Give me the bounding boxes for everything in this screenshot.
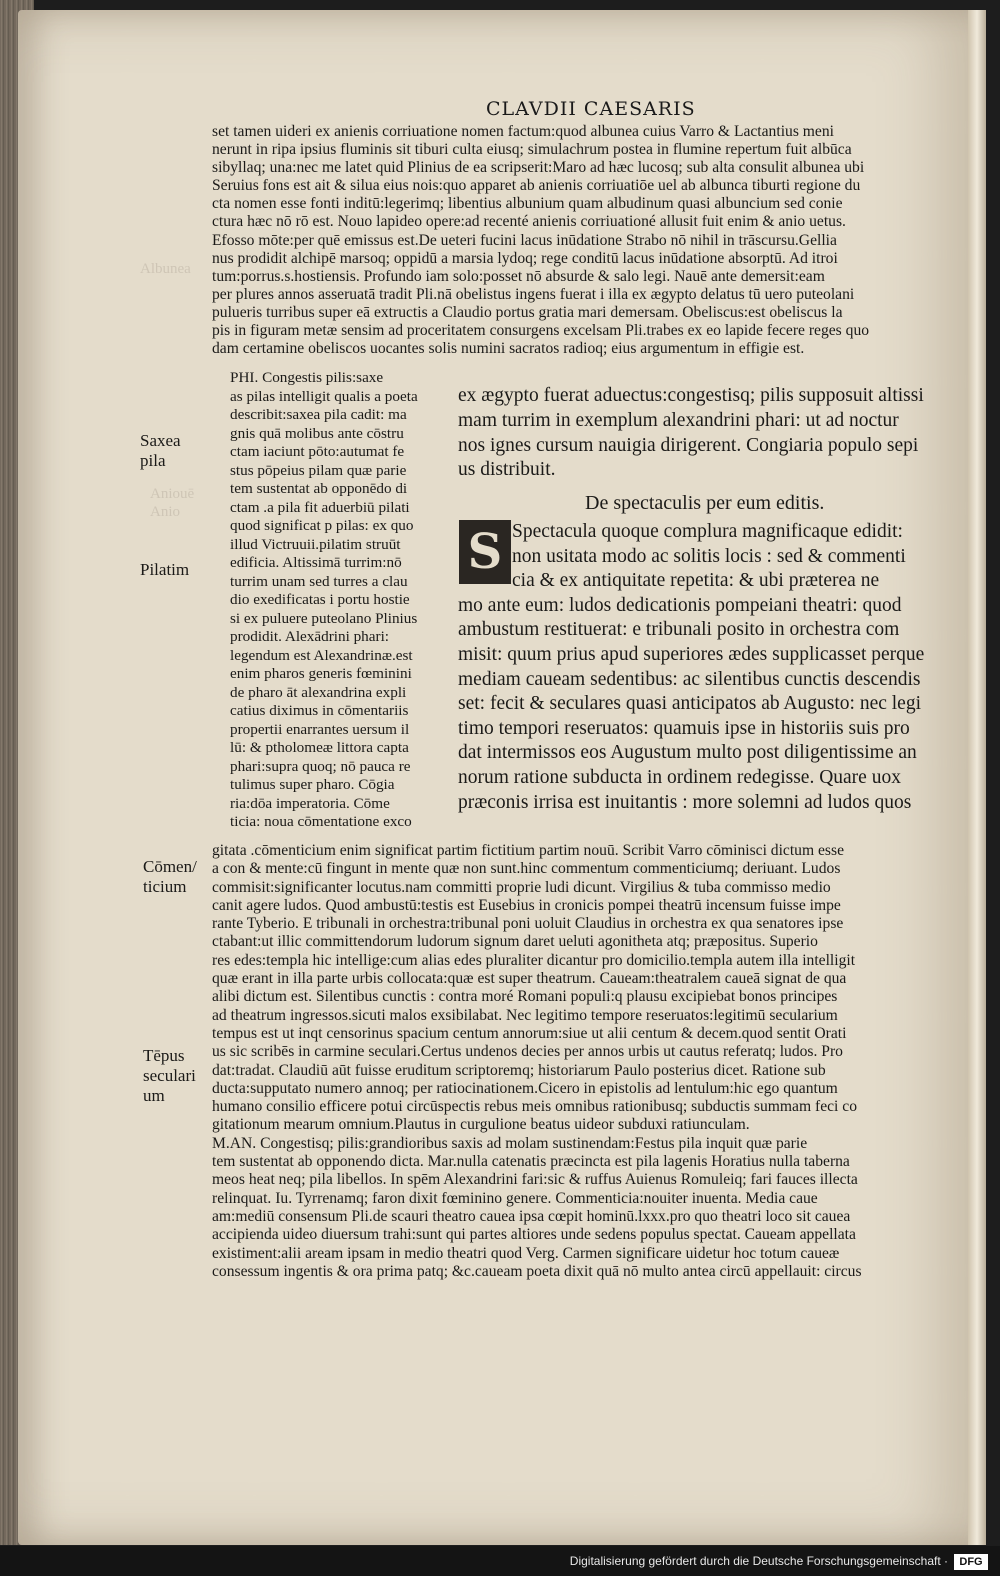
show-through-text: Albunea (140, 261, 191, 277)
text-line: quod significat p pilas: ex quo (230, 517, 414, 534)
text-line: tem sustentat ab opponēdo di (230, 480, 408, 497)
text-line: ria:dōa imperatoria. Cōme (230, 794, 390, 812)
text-line: ambustum restituerat: e tribunali posito in orchestra com (458, 619, 900, 641)
margin-note-saxea: Saxea pila (140, 431, 181, 470)
text-line: legendum est Alexandrinæ.est (230, 646, 413, 664)
text-line: relinquat. Iu. Tyrrenamq; faron dixit fœminino genere. Commenticia:nouiter inuenta. Media caue (212, 1189, 818, 1207)
text-line: Seruius fons est ait & silua eius nois:quo apparet ab anienis corriuatiōe uel ab albunca tiburti regione du (212, 177, 861, 195)
main-text-body (458, 520, 964, 815)
text-line: a con & mente:cū fingunt in mente quæ non sunt.hinc commentum commenticiumq; deriuant. Ludos (212, 860, 841, 878)
text-line: propertii enarrantes uersum il (230, 720, 410, 738)
text-line: existiment:alii aream ipsam in medio theatri quod Verg. Carmen significare uidetur hoc totum caueæ (212, 1244, 840, 1262)
text-line: ctabant:ut illic committendorum ludorum signum daret ueluti agonitheta atq; præpositus. Superio (212, 933, 818, 951)
text-line: am:mediū consensum Pli.de scauri theatro cauea ipsa cœpit hominū.lxxx.pro quo theatri loco sit cauea (212, 1207, 851, 1225)
text-line: per plures annos asseruatā tradit Pli.nā obelistus ingens fuerat i illa ex ægypto delatus tū uero puteolani (212, 285, 855, 303)
text-line: rante Tyberio. E tribunali in orchestra:tribunal poni uoluit Claudius in orchestra ex qua senatores ipse (212, 915, 844, 933)
text-line: ex ægypto fuerat aduectus:congestisq; pilis supposuit altissi (458, 385, 924, 406)
main-text-top (458, 384, 964, 483)
dfg-logo: DFG (954, 1554, 988, 1570)
text-line: prodidit. Alexādrini phari: (230, 628, 390, 645)
text-line: præconis irrisa est inuitantis : more solemni ad ludos quos (458, 791, 912, 813)
text-line: catius diximus in cōmentariis (230, 702, 409, 719)
text-line: de pharo āt alexandrina expli (230, 683, 407, 701)
text-line: ctura hæc nō rō est. Nouo lapideo opere:ad recenté anienis corriuationé allusit fuit enim & anio uetus. (212, 213, 846, 231)
text-line: si ex puluere puteolano Plinius (230, 609, 418, 627)
text-line: gnis quā molibus ante cōstru (230, 424, 404, 442)
text-line: alibi dictum est. Silentibus cunctis : contra moré Romani populi:q plausu excipiebat bonos principes (212, 988, 838, 1006)
text-line: dat:tradat. Claudiū aūt fuisse eruditum scriptoremq; historiarum Paulo posterius dicet. Ratione sub (212, 1061, 826, 1079)
initial-letter: S (467, 524, 503, 580)
commentary-bottom (212, 842, 966, 1281)
text-line: commisit:significanter locutus.nam committi proprie ludi dicunt. Virgilius & tuba commisso medio (212, 878, 831, 896)
text-line: nus prodidit alchipē marsoq; oppidū a marsia lydoq; rege conditū lacus inūdatione absorptū. Ad itroi (212, 249, 838, 267)
text-line: canit agere ludos. Quod ambustū:testis est Eusebius in cronicis pompei theatrū incensum fuisse impe (212, 896, 841, 914)
text-line: lū: & ptholomeæ littora capta (230, 739, 409, 756)
text-line: stus pōpeius pilam quæ parie (230, 461, 407, 479)
text-line: timo tempori reseruatos: quamuis ipse in historiis suis pro (458, 717, 910, 739)
text-line: mam turrim in exemplum alexandrini phari: ut ad noctur (458, 409, 899, 431)
text-line: us sic scribēs in carmine seculari.Certus undenos decies per annos urbis ut cautus referatq; ludos. Pro (212, 1043, 843, 1061)
text-line: nerunt in ripa ipsius fluminis sit tiburi culta eiusq; simulachrum postea in flumine repertum fuit albūca (212, 141, 852, 159)
text-line: res edes:templa hic intellige:cum alias edes pluraliter dicantur pro domicilio.templa autem illa intelligit (212, 951, 856, 969)
page-gutter-fold (968, 10, 986, 1545)
text-line: pulueris turribus super eā extructis a Claudio portus gratia mari demersam. Obeliscus:est obeliscus la (212, 303, 843, 321)
text-line: mo ante eum: ludos dedicationis pompeiani theatri: quod (458, 594, 902, 616)
text-line: M.AN. Congestisq; pilis:grandioribus saxis ad molam sustinendam:Festus pila inquit quæ parie (212, 1134, 808, 1152)
text-line: pis in figuram metæ sensim ad proceritatem consurgens excelsam Pli.trabes ex eo lapide fecere reges quo (212, 322, 870, 340)
text-line: humano consilio efficere potui circūspectis rebus meis omnibus rationibusq; subductis summam feci co (212, 1098, 857, 1116)
text-line: sibyllaq; una:nec me latet quid Plinius de ea scripserit:Maro ad hæc lucosq; sub alta consulit albunea ubi (212, 159, 865, 177)
running-head: CLAVDII CAESARIS (486, 98, 696, 120)
text-line: ducta:supputato numero annoq; per ratiocinationem.Cicero in epistolis ad lentulum:hic ego quantum (212, 1079, 838, 1097)
text-line: Efosso mōte:per quē emissus est.De ueteri fucini lacus inūdatione Strabo nō nihil in trāscursu.Gellia (212, 231, 837, 249)
text-line: dam certamine obeliscos uocantes solis numini sacratos radioq; eius argumentum in effigie est. (212, 340, 805, 358)
text-line: ctam iaciunt pōto:autumat fe (230, 443, 405, 460)
text-line: PHI. Congestis pilis:saxe (230, 369, 384, 386)
text-line: norum ratione subducta in ordinem redegisse. Quare uox (458, 766, 901, 788)
funding-credit: Digitalisierung gefördert durch die Deutsche Forschungsgemeinschaft · (569, 1554, 948, 1568)
text-line: mediam caueam sedentibus: ac silentibus cunctis descendis (458, 668, 921, 690)
text-line: phari:supra quoq; nō pauca re (230, 757, 411, 775)
text-line: dio exedificatas i portu hostie (230, 591, 410, 608)
text-line: dat intermissos eos Augustum multo post diligentissime an (458, 742, 917, 764)
chapter-heading: De spectaculis per eum editis. (585, 492, 825, 514)
text-line: us distribuit. (458, 459, 556, 481)
text-line: as pilas intelligit qualis a poeta (230, 387, 418, 405)
text-line: Spectacula quoque complura magnificaque edidit: (512, 521, 903, 542)
text-line: cta nomen esse fonti inditū:legerimq; libentius albunium quam albudinum quasi albuncium sed conie (212, 195, 843, 213)
text-line: nos ignes cursum nauigia dirigerent. Congiaria populo sepi (458, 434, 919, 456)
margin-note-pilatim: Pilatim (140, 560, 190, 579)
text-line: cia & ex antiquitate repetita: & ubi præterea ne (512, 570, 880, 592)
text-line: gitationum mearum omnium.Plautus in curgulione beatus uideor subduxi ratiunculam. (212, 1116, 750, 1134)
text-line: tempus est ut inqt censorinus spacium centum annorum:siue ut alii centum & decem.quod sentit Orati (212, 1024, 847, 1042)
text-line: misit: quum prius apud superiores ædes supplicasset perque (458, 643, 925, 665)
text-line: enim pharos generis fœminini (230, 665, 412, 682)
text-line: set tamen uideri ex anienis corriuatione nomen factum:quod albunea cuius Varro & Lactantius meni (212, 123, 834, 140)
text-line: turrim unam sed turres a clau (230, 572, 408, 590)
text-line: tulimus super pharo. Cōgia (230, 776, 395, 793)
text-line: illud Victruuii.pilatim struūt (230, 535, 401, 553)
commentary-top (212, 123, 966, 358)
text-line: quæ erant in illa parte urbis collocata:quæ est super theatrum. Caueam:theatralem caueā signat de qua (212, 970, 847, 988)
text-line: describit:saxea pila cadit: ma (230, 406, 407, 423)
margin-note-commenticium: Cōmen/ ticium (143, 857, 197, 896)
text-line: accipienda uideo diuersum trahi:sunt qui partes altiores unde sedens populus spectat. Caueam appellata (212, 1226, 856, 1244)
margin-note-tempus: Tēpus seculari um (143, 1046, 196, 1105)
text-line: tum:porrus.s.hostiensis. Profundo iam solo:posset nō absurde & salo legi. Nauē ante demersit:eam (212, 267, 825, 285)
text-line: ctam .a pila fit aduerbiū pilati (230, 498, 410, 516)
text-line: gitata .cōmenticium enim significat partim fictitium partim nouū. Scribit Varro cōminisci dictum esse (212, 842, 844, 859)
text-line: set: fecit & seculares quasi anticipatos ab Augusto: nec legi (458, 693, 921, 715)
text-line: tem sustentat ab opponendo dicta. Mar.nulla catenatis præcincta est pila lagenis Horatius nulla taberna (212, 1153, 850, 1171)
text-line: non usitata modo ac solitis locis : sed & commenti (512, 545, 906, 567)
commentary-left-column (230, 369, 452, 832)
show-through-text: Aniouē Anio (150, 486, 195, 520)
text-line: ad theatrum ingressos.sicuti malos exsibilabat. Nec legitimo tempore reseruatos:legitimū secularium (212, 1006, 838, 1024)
text-line: meos heat neq; pila libellos. In spēm Alexandrini fari:sic & ruffus Auienus Romuleiq; fari fauces illecta (212, 1171, 858, 1189)
text-line: consessum ingentis & ora prima patq; &c.caueam poeta dixit quā nō multo antea circū appellauit: circus (212, 1262, 862, 1280)
text-line: ticia: noua cōmentatione exco (230, 813, 412, 830)
text-line: edificia. Altissimā turrim:nō (230, 554, 402, 571)
